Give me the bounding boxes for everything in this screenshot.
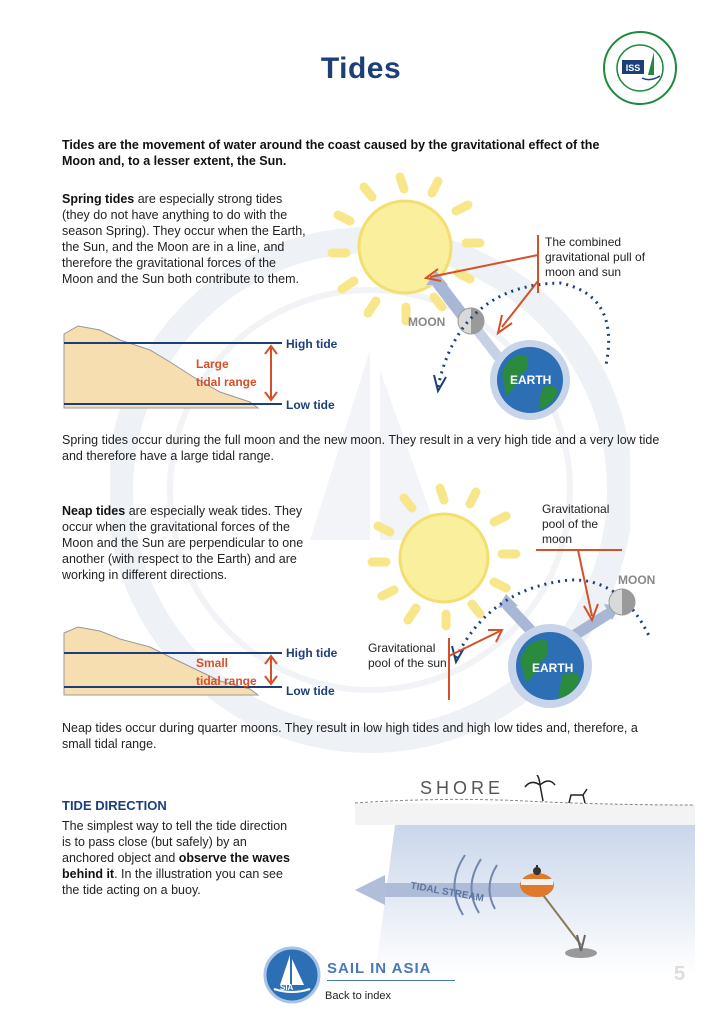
spring-tides-text: are especially strong tides (they do not have anything to do with the season Spring). They occur when the Earth, the Sun, and the Moon are in a line, and therefore the gravitational forces of the Moon and the Sun both contribute to them.: [62, 192, 306, 286]
issa-logo: [602, 30, 678, 106]
sail-in-asia-brand: SAIL IN ASIA: [327, 960, 432, 977]
spring-tides-lead: Spring tides: [62, 192, 135, 206]
spring-earth-label: EARTH: [510, 373, 552, 387]
neap-perpendicular-diagram: [360, 478, 670, 718]
spring-alignment-diagram: [320, 165, 620, 430]
spring-range-line2: tidal range: [196, 375, 257, 389]
combined-pull-label: The combined gravitational pull of moon and sun: [545, 235, 646, 279]
spring-tides-paragraph: [62, 191, 307, 287]
spring-shore-diagram: [60, 322, 290, 417]
sun-pool-label: Gravitational pool of the sun: [368, 641, 447, 670]
page-number: 5: [674, 963, 686, 985]
neap-range-line1: Small: [196, 656, 229, 670]
spring-low-tide-label: Low tide: [286, 398, 335, 412]
svg-text:ISS: ISS: [625, 63, 641, 73]
sia-badge-logo: [262, 945, 322, 1005]
neap-shore-diagram: [60, 625, 290, 705]
sia-badge-text: SIA: [280, 983, 294, 992]
spring-summary: Spring tides occur during the full moon and the new moon. They result in a very high tide and a very low tide and therefore have a large tidal range.: [62, 433, 660, 463]
neap-low-tide-label: Low tide: [286, 684, 335, 698]
buoy-illustration: [345, 775, 695, 975]
spring-moon-label: MOON: [408, 315, 446, 329]
palm-tree-icon: [525, 775, 555, 801]
neap-tides-text: are especially weak tides. They occur when the gravitational forces of the Moon and the Sun are perpendicular to one another (with respect to the Earth) and are working in different directions.: [62, 504, 304, 582]
neap-tides-lead: Neap tides: [62, 504, 126, 518]
neap-summary: Neap tides occur during quarter moons. They result in low high tides and high low tides and, therefore, a small tidal range.: [62, 721, 638, 751]
shore-label: SHORE: [420, 778, 505, 798]
brand-underline: [327, 980, 455, 981]
page-title: Tides: [320, 52, 402, 85]
intro-text: Tides are the movement of water around the coast caused by the gravitational effect of the Moon and, to a lesser extent, the Sun.: [62, 138, 600, 168]
tide-direction-text2: . In the illustration you can see the tide acting on a buoy.: [62, 867, 283, 897]
tide-direction-text1: The simplest way to tell the tide direction is to pass close (but safely) by an anchored object and: [62, 819, 288, 865]
neap-high-tide-label: High tide: [286, 646, 338, 660]
tide-direction-heading: TIDE DIRECTION: [62, 798, 167, 813]
tidal-stream-label: TIDAL STREAM: [409, 880, 485, 905]
neap-range-line2: tidal range: [196, 674, 257, 688]
moon-pool-label: Gravitational pool of the moon: [542, 502, 610, 546]
spring-range-line1: Large: [196, 357, 229, 371]
tide-direction-bold: observe the waves behind it: [62, 851, 290, 881]
neap-earth-label: EARTH: [532, 661, 574, 675]
sun-icon: [372, 488, 516, 626]
neap-tides-paragraph: [62, 503, 307, 583]
spring-high-tide-label: High tide: [286, 337, 338, 351]
moon-icon: [609, 589, 635, 615]
neap-moon-label: MOON: [618, 573, 656, 587]
moon-icon: [458, 308, 484, 334]
back-to-index-link[interactable]: Back to index: [325, 990, 392, 1002]
deer-icon: [569, 789, 587, 803]
tide-direction-paragraph: [62, 818, 297, 898]
